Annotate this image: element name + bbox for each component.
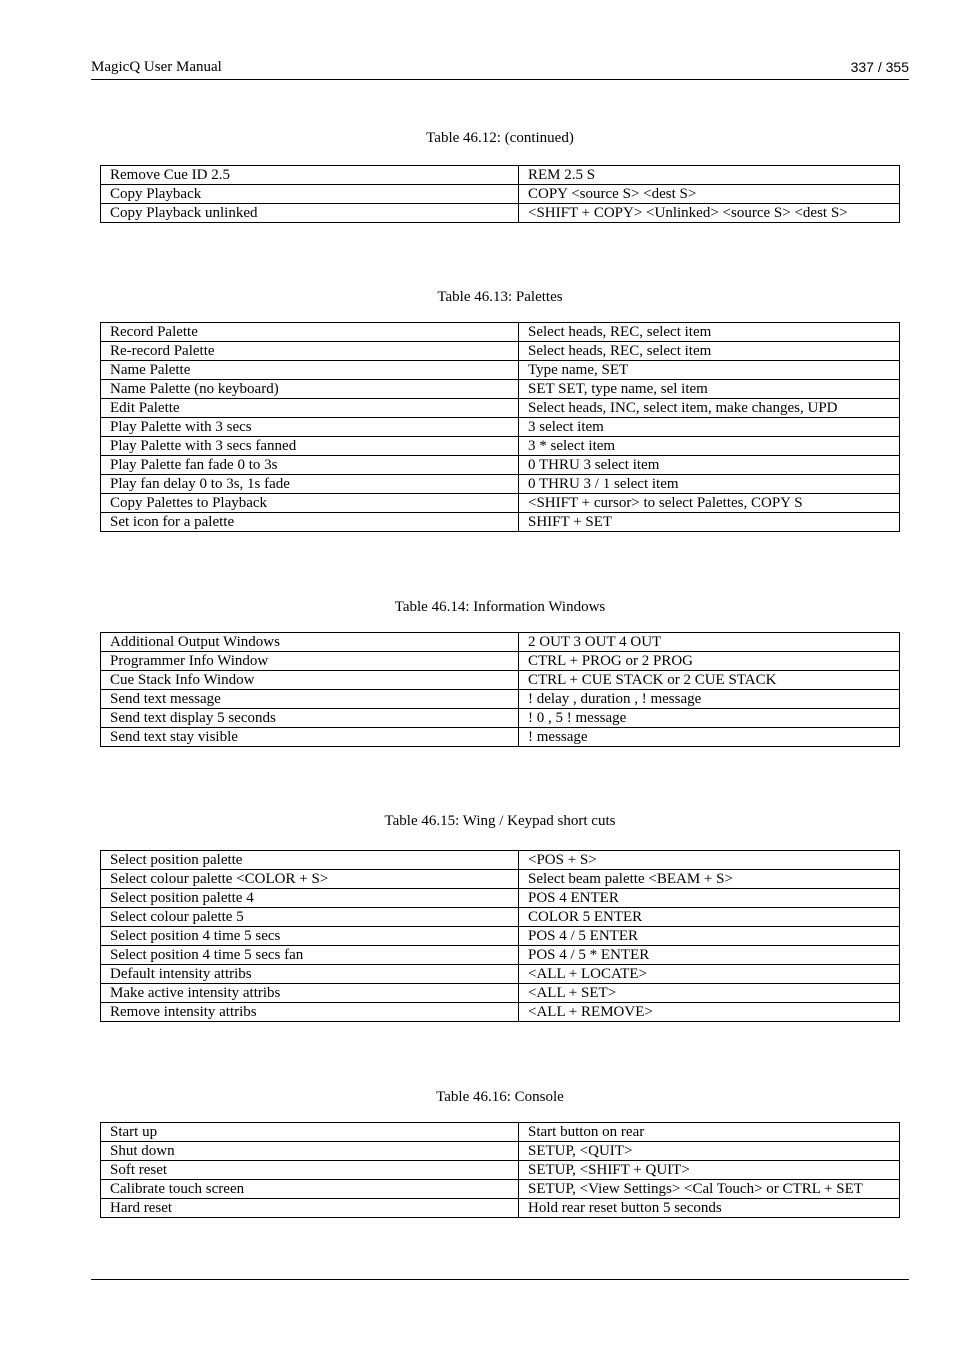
- table-row: [101, 323, 900, 342]
- keys-cell: Select beam palette <BEAM + S>: [519, 870, 900, 889]
- keys-cell: SETUP, <View Settings> <Cal Touch> or CTRL + SET: [519, 1180, 900, 1199]
- table-46-16-console: [100, 1122, 900, 1218]
- action-cell: Remove Cue ID 2.5: [101, 166, 519, 185]
- keys-cell: ! delay , duration , ! message: [519, 690, 900, 709]
- action-cell: Copy Palettes to Playback: [101, 494, 519, 513]
- table-row: [101, 946, 900, 965]
- keys-cell: Hold rear reset button 5 seconds: [519, 1199, 900, 1218]
- keys-cell: <ALL + LOCATE>: [519, 965, 900, 984]
- keys-cell: 0 THRU 3 select item: [519, 456, 900, 475]
- table-row: [101, 690, 900, 709]
- table-row: [101, 380, 900, 399]
- table-46-12: [100, 165, 900, 223]
- action-cell: Default intensity attribs: [101, 965, 519, 984]
- action-cell: Send text display 5 seconds: [101, 709, 519, 728]
- keys-cell: POS 4 / 5 * ENTER: [519, 946, 900, 965]
- manual-title: MagicQ User Manual: [91, 59, 222, 75]
- footer-rule: [91, 1279, 909, 1280]
- table-caption-46-12: Table 46.12: (continued): [426, 130, 574, 146]
- keys-cell: POS 4 ENTER: [519, 889, 900, 908]
- action-cell: Name Palette (no keyboard): [101, 380, 519, 399]
- table-row: [101, 494, 900, 513]
- table-row: [101, 418, 900, 437]
- table-row: [101, 1003, 900, 1022]
- keys-cell: ! message: [519, 728, 900, 747]
- table-row: [101, 652, 900, 671]
- table-row: [101, 456, 900, 475]
- keys-cell: <POS + S>: [519, 851, 900, 870]
- action-cell: Play Palette fan fade 0 to 3s: [101, 456, 519, 475]
- action-cell: Additional Output Windows: [101, 633, 519, 652]
- action-cell: Remove intensity attribs: [101, 1003, 519, 1022]
- action-cell: Cue Stack Info Window: [101, 671, 519, 690]
- action-cell: Play Palette with 3 secs: [101, 418, 519, 437]
- table-row: [101, 361, 900, 380]
- keys-cell: 0 THRU 3 / 1 select item: [519, 475, 900, 494]
- action-cell: Start up: [101, 1123, 519, 1142]
- table-row: [101, 399, 900, 418]
- keys-cell: Select heads, REC, select item: [519, 323, 900, 342]
- table-row: [101, 166, 900, 185]
- action-cell: Re-record Palette: [101, 342, 519, 361]
- keys-cell: Start button on rear: [519, 1123, 900, 1142]
- table-row: [101, 513, 900, 532]
- table-row: [101, 204, 900, 223]
- keys-cell: 3 select item: [519, 418, 900, 437]
- table-46-14-information-windows: [100, 632, 900, 747]
- keys-cell: SET SET, type name, sel item: [519, 380, 900, 399]
- action-cell: Shut down: [101, 1142, 519, 1161]
- action-cell: Hard reset: [101, 1199, 519, 1218]
- table-row: [101, 1142, 900, 1161]
- table-row: [101, 709, 900, 728]
- table-row: [101, 342, 900, 361]
- action-cell: Copy Playback: [101, 185, 519, 204]
- page-header: [91, 57, 909, 80]
- table-row: [101, 889, 900, 908]
- keys-cell: ! 0 , 5 ! message: [519, 709, 900, 728]
- keys-cell: COLOR 5 ENTER: [519, 908, 900, 927]
- action-cell: Play fan delay 0 to 3s, 1s fade: [101, 475, 519, 494]
- keys-cell: Select heads, REC, select item: [519, 342, 900, 361]
- keys-cell: SHIFT + SET: [519, 513, 900, 532]
- keys-cell: REM 2.5 S: [519, 166, 900, 185]
- table-row: [101, 1180, 900, 1199]
- action-cell: Select position palette: [101, 851, 519, 870]
- action-cell: Soft reset: [101, 1161, 519, 1180]
- table-row: [101, 475, 900, 494]
- keys-cell: <ALL + REMOVE>: [519, 1003, 900, 1022]
- table-caption-46-14: Table 46.14: Information Windows: [394, 599, 606, 615]
- keys-cell: CTRL + CUE STACK or 2 CUE STACK: [519, 671, 900, 690]
- table-row: [101, 185, 900, 204]
- keys-cell: <SHIFT + COPY> <Unlinked> <source S> <dest S>: [519, 204, 900, 223]
- action-cell: Copy Playback unlinked: [101, 204, 519, 223]
- action-cell: Select colour palette <COLOR + S>: [101, 870, 519, 889]
- table-row: [101, 671, 900, 690]
- action-cell: Set icon for a palette: [101, 513, 519, 532]
- action-cell: Select position palette 4: [101, 889, 519, 908]
- table-row: [101, 1161, 900, 1180]
- table-row: [101, 851, 900, 870]
- table-row: [101, 908, 900, 927]
- keys-cell: POS 4 / 5 ENTER: [519, 927, 900, 946]
- page-number: 337 / 355: [850, 59, 909, 75]
- table-row: [101, 870, 900, 889]
- keys-cell: <ALL + SET>: [519, 984, 900, 1003]
- table-row: [101, 1123, 900, 1142]
- table-46-13-palettes: [100, 322, 900, 532]
- action-cell: Programmer Info Window: [101, 652, 519, 671]
- action-cell: Calibrate touch screen: [101, 1180, 519, 1199]
- keys-cell: Type name, SET: [519, 361, 900, 380]
- action-cell: Send text stay visible: [101, 728, 519, 747]
- action-cell: Select position 4 time 5 secs: [101, 927, 519, 946]
- action-cell: Name Palette: [101, 361, 519, 380]
- table-row: [101, 965, 900, 984]
- keys-cell: COPY <source S> <dest S>: [519, 185, 900, 204]
- table-row: [101, 633, 900, 652]
- action-cell: Select position 4 time 5 secs fan: [101, 946, 519, 965]
- action-cell: Edit Palette: [101, 399, 519, 418]
- keys-cell: Select heads, INC, select item, make changes, UPD: [519, 399, 900, 418]
- action-cell: Record Palette: [101, 323, 519, 342]
- keys-cell: <SHIFT + cursor> to select Palettes, COPY S: [519, 494, 900, 513]
- action-cell: Make active intensity attribs: [101, 984, 519, 1003]
- table-row: [101, 728, 900, 747]
- keys-cell: SETUP, <SHIFT + QUIT>: [519, 1161, 900, 1180]
- keys-cell: 2 OUT 3 OUT 4 OUT: [519, 633, 900, 652]
- keys-cell: 3 * select item: [519, 437, 900, 456]
- keys-cell: CTRL + PROG or 2 PROG: [519, 652, 900, 671]
- action-cell: Select colour palette 5: [101, 908, 519, 927]
- table-row: [101, 437, 900, 456]
- table-row: [101, 927, 900, 946]
- action-cell: Send text message: [101, 690, 519, 709]
- table-caption-46-13: Table 46.13: Palettes: [437, 289, 563, 305]
- table-row: [101, 984, 900, 1003]
- table-caption-46-16: Table 46.16: Console: [436, 1089, 564, 1105]
- action-cell: Play Palette with 3 secs fanned: [101, 437, 519, 456]
- table-row: [101, 1199, 900, 1218]
- keys-cell: SETUP, <QUIT>: [519, 1142, 900, 1161]
- table-caption-46-15: Table 46.15: Wing / Keypad short cuts: [384, 813, 616, 829]
- table-46-15-wing-keypad: [100, 850, 900, 1022]
